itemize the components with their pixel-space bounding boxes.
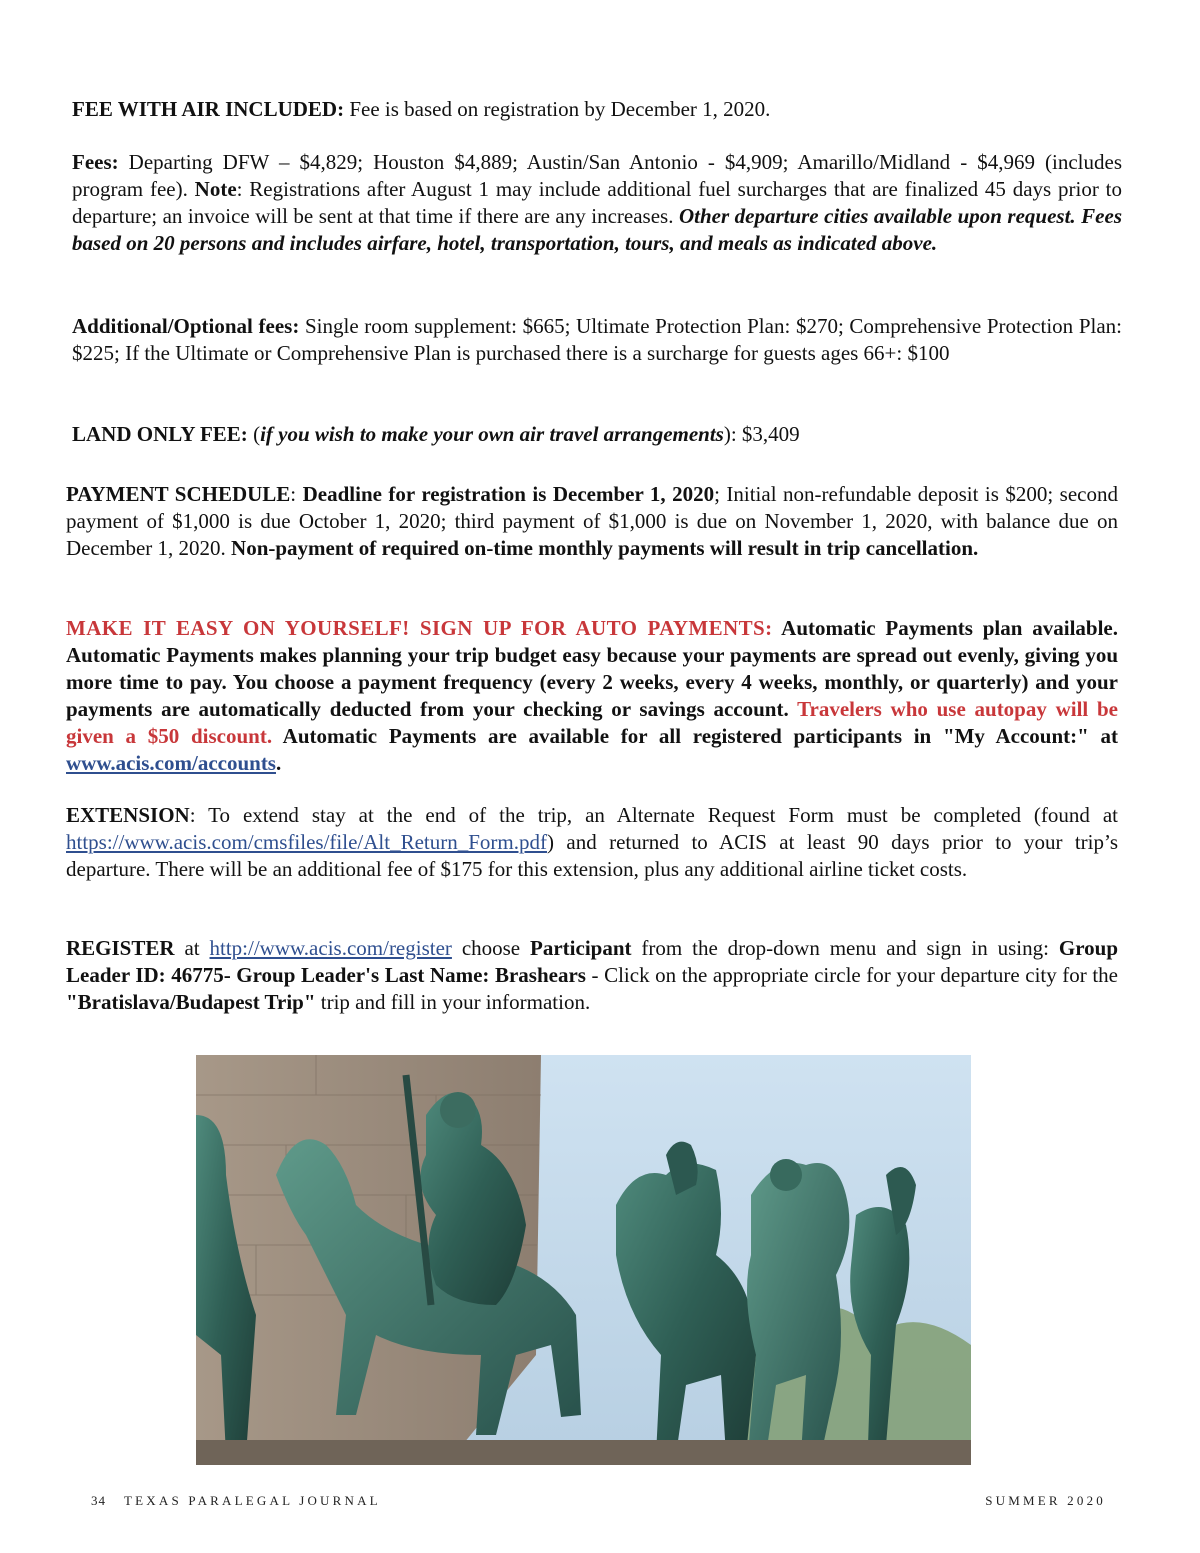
land-only-paragraph (72, 421, 1122, 448)
statue-photo (196, 1055, 971, 1465)
land-only-open: ( (247, 422, 261, 446)
land-only-price: ): $3,409 (723, 422, 800, 446)
additional-fees-paragraph (72, 313, 1122, 367)
auto-payments-text-1: Automatic Payments plan available. Automatic Payments makes planning your trip budget easy because your payments are spread out evenly, giving you more time to pay. You choose a payment frequency (every 2 weeks, every 4 weeks, monthly, or quarterly) and your payments are automatically deducted from your checking or savings account. (66, 616, 1118, 721)
non-payment-warning: Non-payment of required on-time monthly payments will result in trip cancellation. (231, 536, 979, 560)
group-leader-credentials: Group Leader ID: 46775- Group Leader's Last Name: Brashears (66, 936, 1118, 987)
extension-label: EXTENSION (66, 803, 190, 827)
register-text-1: from the drop-down menu and sign in using: (631, 936, 1059, 960)
extension-paragraph (66, 802, 1118, 883)
fees-paragraph (72, 149, 1122, 257)
extension-text-1: : To extend stay at the end of the trip, an Alternate Request Form must be completed (found at (189, 803, 1118, 827)
participant-option: Participant (530, 936, 632, 960)
payment-schedule-paragraph (66, 481, 1118, 562)
register-choose: choose (451, 936, 531, 960)
alt-return-form-link[interactable]: https://www.acis.com/cmsfiles/file/Alt_Return_Form.pdf (66, 830, 547, 854)
trip-name: "Bratislava/Budapest Trip" (66, 990, 316, 1014)
register-text-2: - Click on the appropriate circle for your departure city for the (585, 963, 1118, 987)
page-number: 34 (91, 1493, 106, 1508)
air-included-paragraph (72, 96, 1122, 123)
auto-payments-end: . (275, 751, 282, 775)
register-link[interactable]: http://www.acis.com/register (209, 936, 452, 960)
register-label: REGISTER (66, 936, 175, 960)
extension-text-2: ) and returned to ACIS at least 90 days prior to your trip’s departure. There will be an additional fee of $175 for this extension, plus any additional airline ticket costs. (66, 830, 1118, 881)
land-only-label: LAND ONLY FEE: (72, 422, 248, 446)
registration-deadline: Deadline for registration is December 1, 2020 (302, 482, 715, 506)
fees-text-1: Departing DFW – $4,829; Houston $4,889; Austin/San Antonio - $4,909; Amarillo/Midland - $4,969 (includes program fee). (72, 150, 1122, 201)
air-included-text: Fee is based on registration by December 1, 2020. (344, 97, 771, 121)
autopay-discount: Travelers who use autopay will be given a $50 discount. (66, 697, 1118, 748)
auto-payments-text-2: Automatic Payments are available for all registered participants in "My Account:" at (272, 724, 1118, 748)
journal-name: TEXAS PARALEGAL JOURNAL (124, 1493, 381, 1508)
additional-fees-label: Additional/Optional fees: (72, 314, 300, 338)
auto-payments-headline: MAKE IT EASY ON YOURSELF! SIGN UP FOR AUTO PAYMENTS: (66, 616, 773, 640)
auto-payments-paragraph (66, 615, 1118, 777)
register-text-3: trip and fill in your information. (315, 990, 591, 1014)
payment-schedule-label: PAYMENT SCHEDULE (66, 482, 291, 506)
air-included-label: FEE WITH AIR INCLUDED: (72, 97, 345, 121)
register-at: at (174, 936, 210, 960)
note-label: Note (194, 177, 237, 201)
accounts-link[interactable]: www.acis.com/accounts (66, 751, 276, 775)
additional-fees-text: Single room supplement: $665; Ultimate Protection Plan: $270; Comprehensive Protection Plan: $225; If the Ultimate or Comprehensive Plan is purchased there is a surcharge for guests ages 66+: $100 (72, 314, 1122, 365)
payment-schedule-sep: : (290, 482, 303, 506)
fees-text-2: : Registrations after August 1 may include additional fuel surcharges that are finalized 45 days prior to departure; an invoice will be sent at that time if there are any increases. (72, 177, 1123, 228)
land-only-emphasis: if you wish to make your own air travel arrangements (260, 422, 724, 446)
fees-emphasis: Other departure cities available upon request. Fees based on 20 persons and includes airfare, hotel, transportation, tours, and meals as indicated above. (72, 204, 1122, 255)
footer-left (91, 1493, 381, 1509)
register-paragraph (66, 935, 1118, 1016)
fees-label: Fees: (72, 150, 119, 174)
payment-schedule-text: ; Initial non-refundable deposit is $200; second payment of $1,000 is due October 1, 2020; third payment of $1,000 is due on November 1, 2020, with balance due on December 1, 2020. (66, 482, 1118, 560)
footer-issue: SUMMER 2020 (985, 1493, 1106, 1508)
